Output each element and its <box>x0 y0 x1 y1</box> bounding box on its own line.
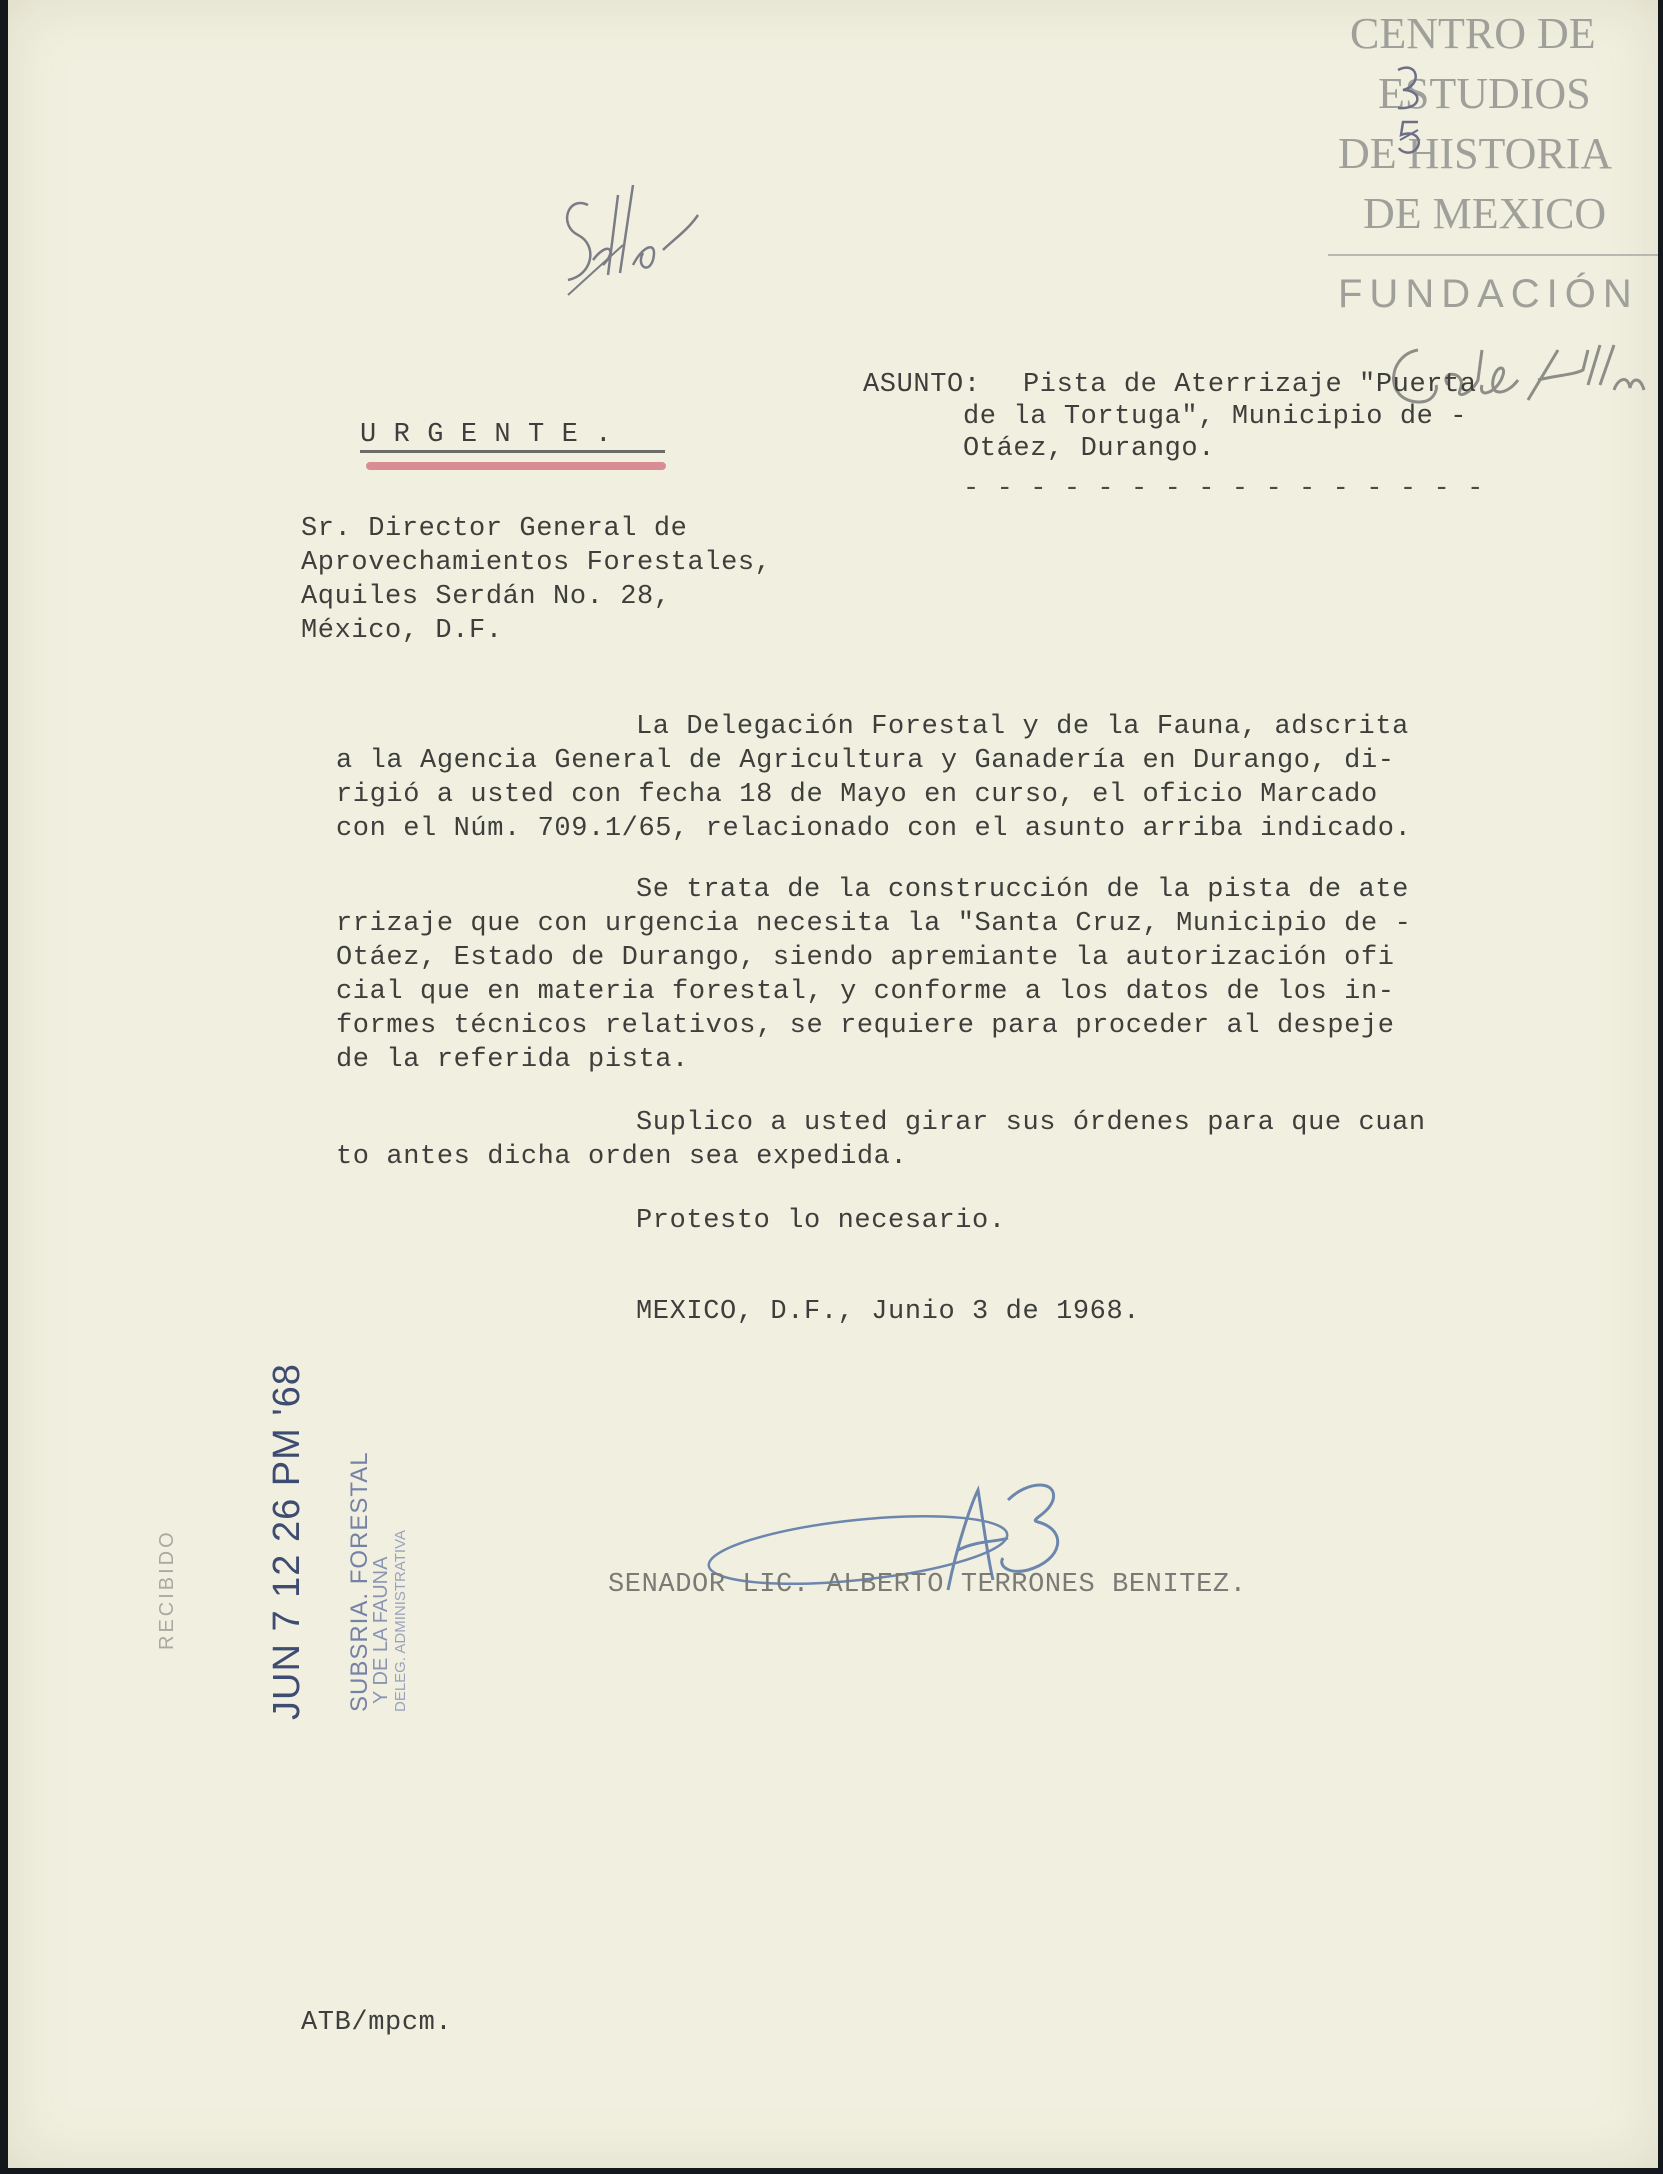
signer-name: SENADOR LIC. ALBERTO TERRONES BENITEZ. <box>608 1570 1247 1600</box>
body-line: rigió a usted con fecha 18 de Mayo en curso, el oficio Marcado <box>336 780 1378 810</box>
body-line: de la referida pista. <box>336 1045 689 1075</box>
asunto-line: de la Tortuga", Municipio de - <box>963 402 1468 432</box>
asunto-line: Otáez, Durango. <box>963 434 1216 464</box>
watermark-line: DE MEXICO <box>1363 189 1607 238</box>
handwritten-note-mark <box>548 155 728 305</box>
stamp-office: DELEG. ADMINISTRATIVA <box>392 1530 409 1712</box>
body-line: Suplico a usted girar sus órdenes para que cuan <box>636 1108 1426 1138</box>
body-line: Se trata de la construcción de la pista de ate <box>636 875 1409 905</box>
asunto-line: Pista de Aterrizaje "Puerta <box>1023 370 1477 400</box>
body-line: to antes dicha orden sea expedida. <box>336 1142 908 1172</box>
body-line: con el Núm. 709.1/65, relacionado con el asunto arriba indicado. <box>336 814 1412 844</box>
body-line: Otáez, Estado de Durango, siendo apremiante la autorización ofi <box>336 943 1395 973</box>
addressee-line: Aquiles Serdán No. 28, <box>301 582 671 612</box>
asunto-label: ASUNTO: <box>863 370 981 400</box>
stamp-received: RECIBIDO <box>156 1529 178 1650</box>
body-line: rrizaje que con urgencia necesita la "Santa Cruz, Municipio de - <box>336 909 1412 939</box>
stamp-datetime: JUN 7 12 26 PM '68 <box>266 1363 308 1720</box>
watermark-line: DE HISTORIA <box>1338 129 1613 178</box>
archive-number-mark-lower <box>1393 120 1433 160</box>
date-line: MEXICO, D.F., Junio 3 de 1968. <box>636 1297 1141 1327</box>
watermark-line: ESTUDIOS <box>1378 69 1591 118</box>
body-line: cial que en materia forestal, y conforme a los datos de los in- <box>336 977 1395 1007</box>
closing-line: Protesto lo necesario. <box>636 1206 1006 1236</box>
initials: ATB/mpcm. <box>301 2008 453 2038</box>
addressee-line: México, D.F. <box>301 616 503 646</box>
signature-mark <box>708 1460 1108 1630</box>
watermark-divider <box>1328 254 1658 256</box>
urgent-underline <box>360 450 665 453</box>
addressee-line: Aprovechamientos Forestales, <box>301 548 772 578</box>
stamp-office: Y DE LA FAUNA <box>370 1556 392 1704</box>
stamp-office: SUBSRIA. FORESTAL <box>346 1451 373 1712</box>
document-page <box>8 0 1658 2168</box>
asunto-rule: - - - - - - - - - - - - - - - - <box>963 474 1484 504</box>
body-line: formes técnicos relativos, se requiere para proceder al despeje <box>336 1011 1395 1041</box>
body-line: a la Agencia General de Agricultura y Ganadería en Durango, di- <box>336 746 1395 776</box>
watermark-line: FUNDACIÓN <box>1338 272 1639 316</box>
urgent-red-underline <box>366 462 666 470</box>
watermark-line: CENTRO DE <box>1350 9 1596 58</box>
body-line: La Delegación Forestal y de la Fauna, adscrita <box>636 712 1409 742</box>
urgent-label: U R G E N T E . <box>360 420 613 450</box>
addressee-line: Sr. Director General de <box>301 514 688 544</box>
